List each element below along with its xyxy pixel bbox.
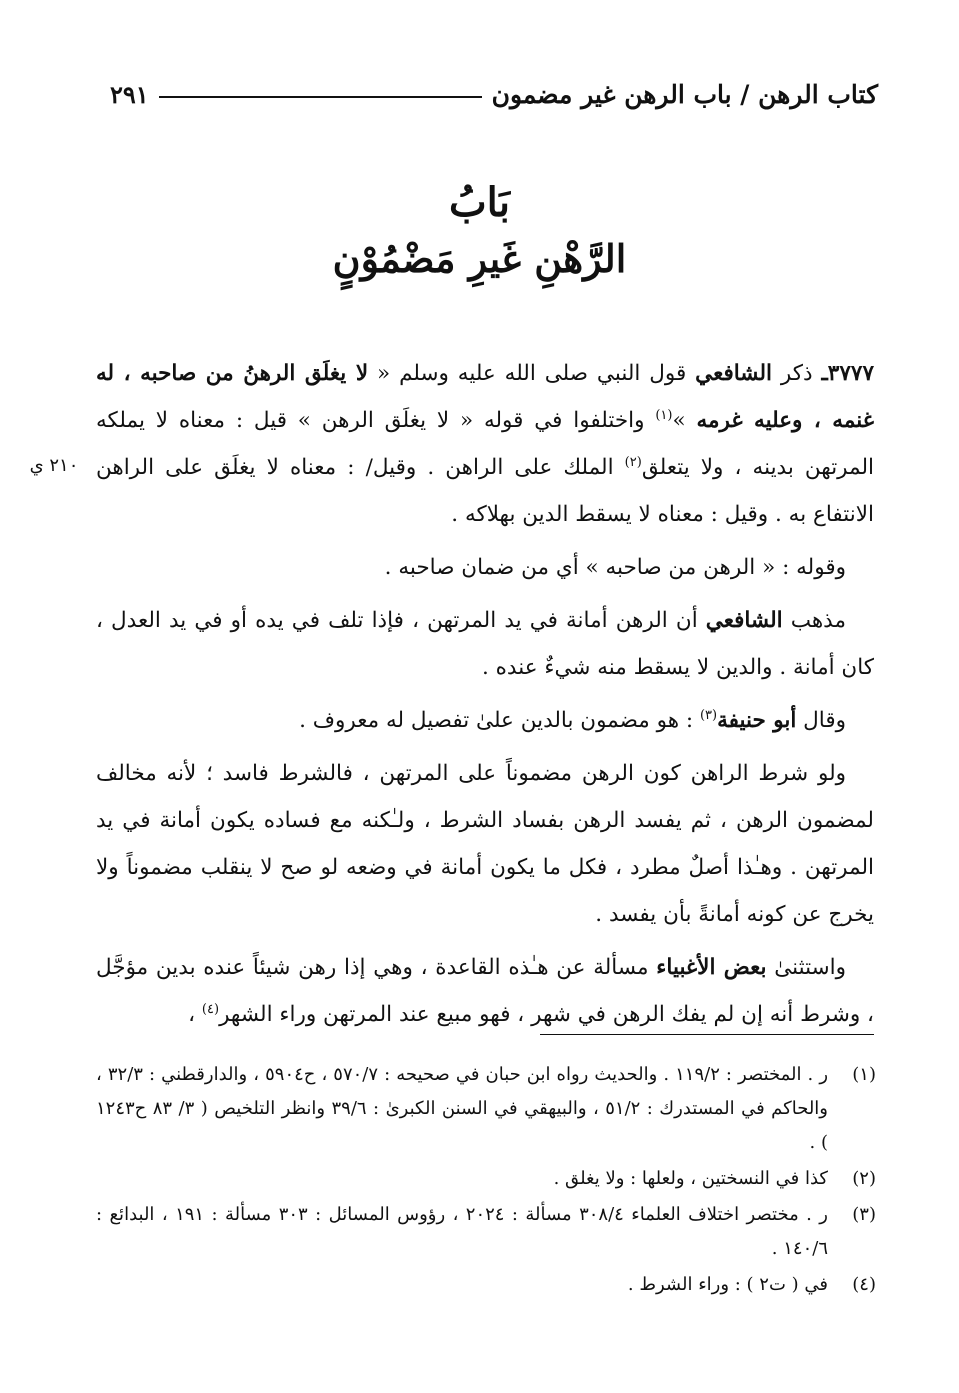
text-run: : هو مضمون بالدين علىٰ تفصيل له معروف .	[299, 708, 700, 733]
text-run: ،	[188, 1002, 202, 1027]
text-run: ذكر	[772, 361, 822, 386]
text-run: وقال	[796, 708, 846, 733]
footnote-text: في ( ت٢ ) : وراء الشرط .	[627, 1274, 828, 1295]
running-title: كتاب الرهن / باب الرهن غير مضمون	[491, 79, 878, 109]
text-run: أن الرهن أمانة في يد المرتهن ، فإذا تلف في يده أو في يد العدل ، كان أمانة . والدين لا يسقط منه شيءٌ عنده .	[96, 608, 874, 680]
footnote-item	[96, 1058, 876, 1160]
footnote-separator	[540, 1034, 874, 1035]
footnote-text: ر . المختصر : ١١٩/٢ . والحديث رواه ابن حبان في صحيحه : ٥٧٠/٧ ، ح٥٩٠٤ ، والدارقطني : ٣٢/٣ ، والحاكم في المستدرك : ٥١/٢ ، والبيهقي في السنن الكبرىٰ : ٣٩/٦ وانظر التلخيص ( ٣/ ٨٣ ح١٢٤٣ ) .	[96, 1064, 829, 1153]
footnote-ref: (٣)	[699, 707, 718, 723]
paragraph	[96, 944, 874, 1038]
bold-name: أبو حنيفة	[717, 708, 797, 733]
paragraph	[96, 597, 874, 691]
page-header	[110, 74, 878, 114]
header-rule	[159, 96, 482, 98]
paragraph: ولو شرط الراهن كون الرهن مضموناً على المرتهن ، فالشرط فاسد ؛ لأنه مخالف لمضمون الرهن ، ثم يفسد الرهن بفساد الشرط ، ولـٰكنه مع فساده يكون أمانة في يد المرتهن . وهـٰذا أصلٌ مطرد ، فكل ما يكون أمانة في وضعه لو صح لا ينقلب مضموناً ولا يخرج عن كونه أمانةً بأن يفسد .	[96, 761, 874, 927]
footnote-item	[96, 1268, 876, 1302]
footnote-ref: (١)	[655, 407, 673, 423]
footnote-text: ر . مختصر اختلاف العلماء ٣٠٨/٤ مسألة : ٢٠٢٤ ، رؤوس المسائل : ٣٠٣ مسألة : ١٩١ ، البدائع : ١٤٠/٦ .	[96, 1204, 828, 1259]
page-number: ٢٩١	[110, 79, 149, 109]
chapter-title: الرَّهْنِ غَيرِ مَضْمُوْنٍ	[332, 236, 627, 281]
chapter-label: بَابُ	[449, 179, 510, 226]
paragraph-3777	[96, 350, 874, 538]
text-run: مذهب	[782, 608, 846, 633]
chapter-heading	[0, 176, 959, 288]
footnote-ref: (٢)	[624, 454, 642, 470]
text-run: مسألة عن هـٰذه القاعدة ، وهي إذا رهن شيئاً عنده بدين مؤجَّل ، وشرط أنه إن لم يفك الرهن في شهر ، فهو مبيع عند المرتهن وراء الشهر	[96, 955, 874, 1027]
footnote-number: (٣)	[852, 1204, 876, 1225]
footnote-text: كذا في النسختين ، ولعلها : ولا يغلق .	[553, 1168, 828, 1189]
footnote-item	[96, 1162, 876, 1196]
text-run: قول النبي صلى الله عليه وسلم «	[368, 361, 696, 386]
text-run: الملك على الراهن . وقيل/ : معناه لا يغلَق على الراهن الانتفاع به . وقيل : معناه لا يسقط الدين بهلاكه .	[96, 455, 874, 527]
footnote-ref: (٤)	[201, 1001, 220, 1017]
text-run: واختلفوا في قوله « لا يغلَق الرهن » قيل : معناه لا يملكه المرتهن بدينه ، ولا يتعلق	[96, 408, 874, 480]
footnote-number: (٢)	[852, 1168, 876, 1189]
margin-reference: ٢١٠ ي	[29, 455, 79, 476]
main-text	[96, 350, 874, 1044]
text-run: واستثنىٰ	[766, 955, 846, 980]
hadith-quote: لا يغلَق الرهنُ من صاحبه ، له غنمه ، وعليه غرمه	[96, 361, 874, 433]
bold-name: الشافعي	[705, 608, 783, 633]
bold-name: الشافعي	[695, 361, 772, 386]
footnotes	[96, 1058, 876, 1304]
bold-name: بعض الأغبياء	[656, 955, 767, 980]
footnote-item	[96, 1198, 876, 1266]
text-run: »	[672, 408, 697, 433]
footnote-number: (١)	[852, 1064, 876, 1085]
paragraph: وقوله : « الرهن من صاحبه » أي من ضمان صاحبه .	[384, 555, 846, 580]
entry-number: ٣٧٧٧ـ	[821, 361, 874, 386]
paragraph	[96, 697, 874, 744]
footnote-number: (٤)	[852, 1274, 876, 1295]
